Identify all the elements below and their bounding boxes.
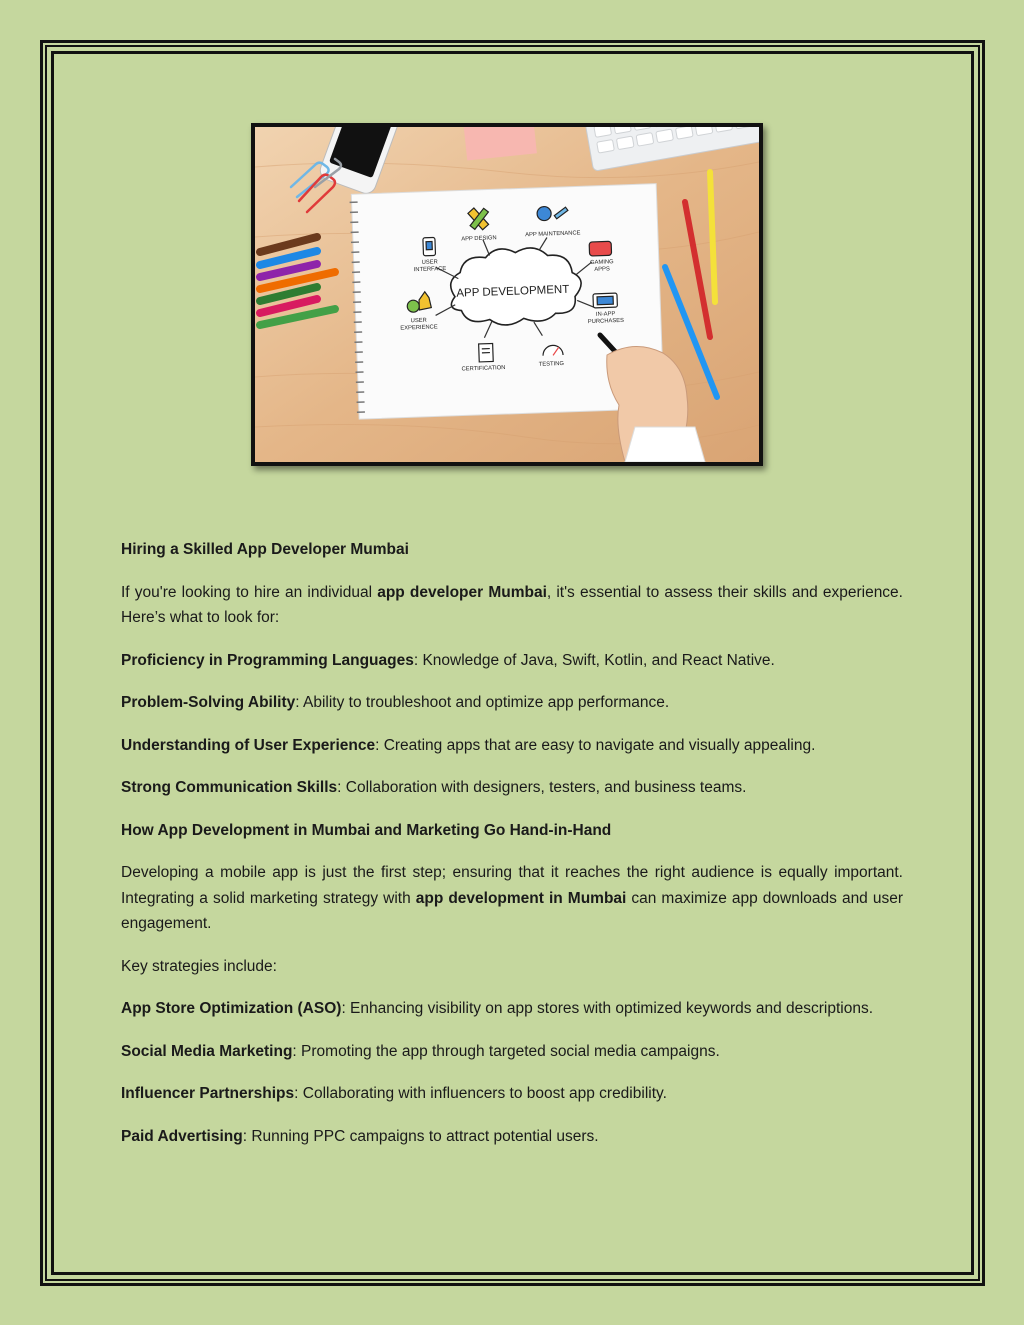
strategy-item: Social Media Marketing: Promoting the app through targeted social media campaigns. — [121, 1042, 720, 1060]
node-in-app-purchases-line2: PURCHASES — [587, 317, 625, 326]
node-in-app-purchases-line1: IN-APP — [595, 311, 616, 318]
marketing-heading: How App Development in Mumbai and Marketing Go Hand-in-Hand — [121, 821, 612, 839]
node-user-experience-line1: USER — [410, 317, 427, 325]
hiring-heading: Hiring a Skilled App Developer Mumbai — [121, 541, 409, 558]
marketing-intro: Developing a mobile app is just the first step; ensuring that it reaches the right audience is equally important. Integrating a solid marketing strategy with app development in Mumbai can maximize app downloads and user engagement. — [121, 864, 903, 932]
node-gaming-apps-line2: APPS — [594, 266, 610, 273]
node-user-experience-line2: EXPERIENCE — [400, 324, 438, 332]
hero-image — [251, 123, 763, 466]
node-user-interface-line1: USER — [421, 259, 438, 266]
node-certification: CERTIFICATION — [461, 365, 506, 373]
strategy-item: App Store Optimization (ASO): Enhancing visibility on app stores with optimized keywords and descriptions. — [121, 1000, 874, 1017]
strategy-item: Paid Advertising: Running PPC campaigns to attract potential users. — [121, 1127, 599, 1145]
center-label: APP DEVELOPMENT — [456, 283, 570, 300]
strategy-item: Influencer Partnerships: Collaborating with influencers to boost app credibility. — [121, 1085, 667, 1102]
skill-item: Strong Communication Skills: Collaboration with designers, testers, and business teams. — [121, 779, 747, 796]
hiring-intro: If you're looking to hire an individual app developer Mumbai, it's essential to assess their skills and experience. Here’s what to look for: — [121, 583, 903, 626]
skill-item: Proficiency in Programming Languages: Knowledge of Java, Swift, Kotlin, and React Native. — [121, 651, 775, 669]
node-testing: TESTING — [538, 360, 565, 368]
node-app-design: APP DESIGN — [461, 235, 497, 243]
node-app-maintenance: APP MAINTENANCE — [525, 230, 581, 239]
skill-item: Problem-Solving Ability: Ability to troubleshoot and optimize app performance. — [121, 694, 670, 711]
node-user-interface-line2: INTERFACE — [413, 266, 447, 274]
strategies-intro: Key strategies include: — [121, 957, 277, 975]
node-gaming-apps-line1: GAMING — [590, 259, 614, 267]
article-body — [121, 537, 903, 1166]
skill-item: Understanding of User Experience: Creating apps that are easy to navigate and visually appealing. — [121, 736, 816, 754]
